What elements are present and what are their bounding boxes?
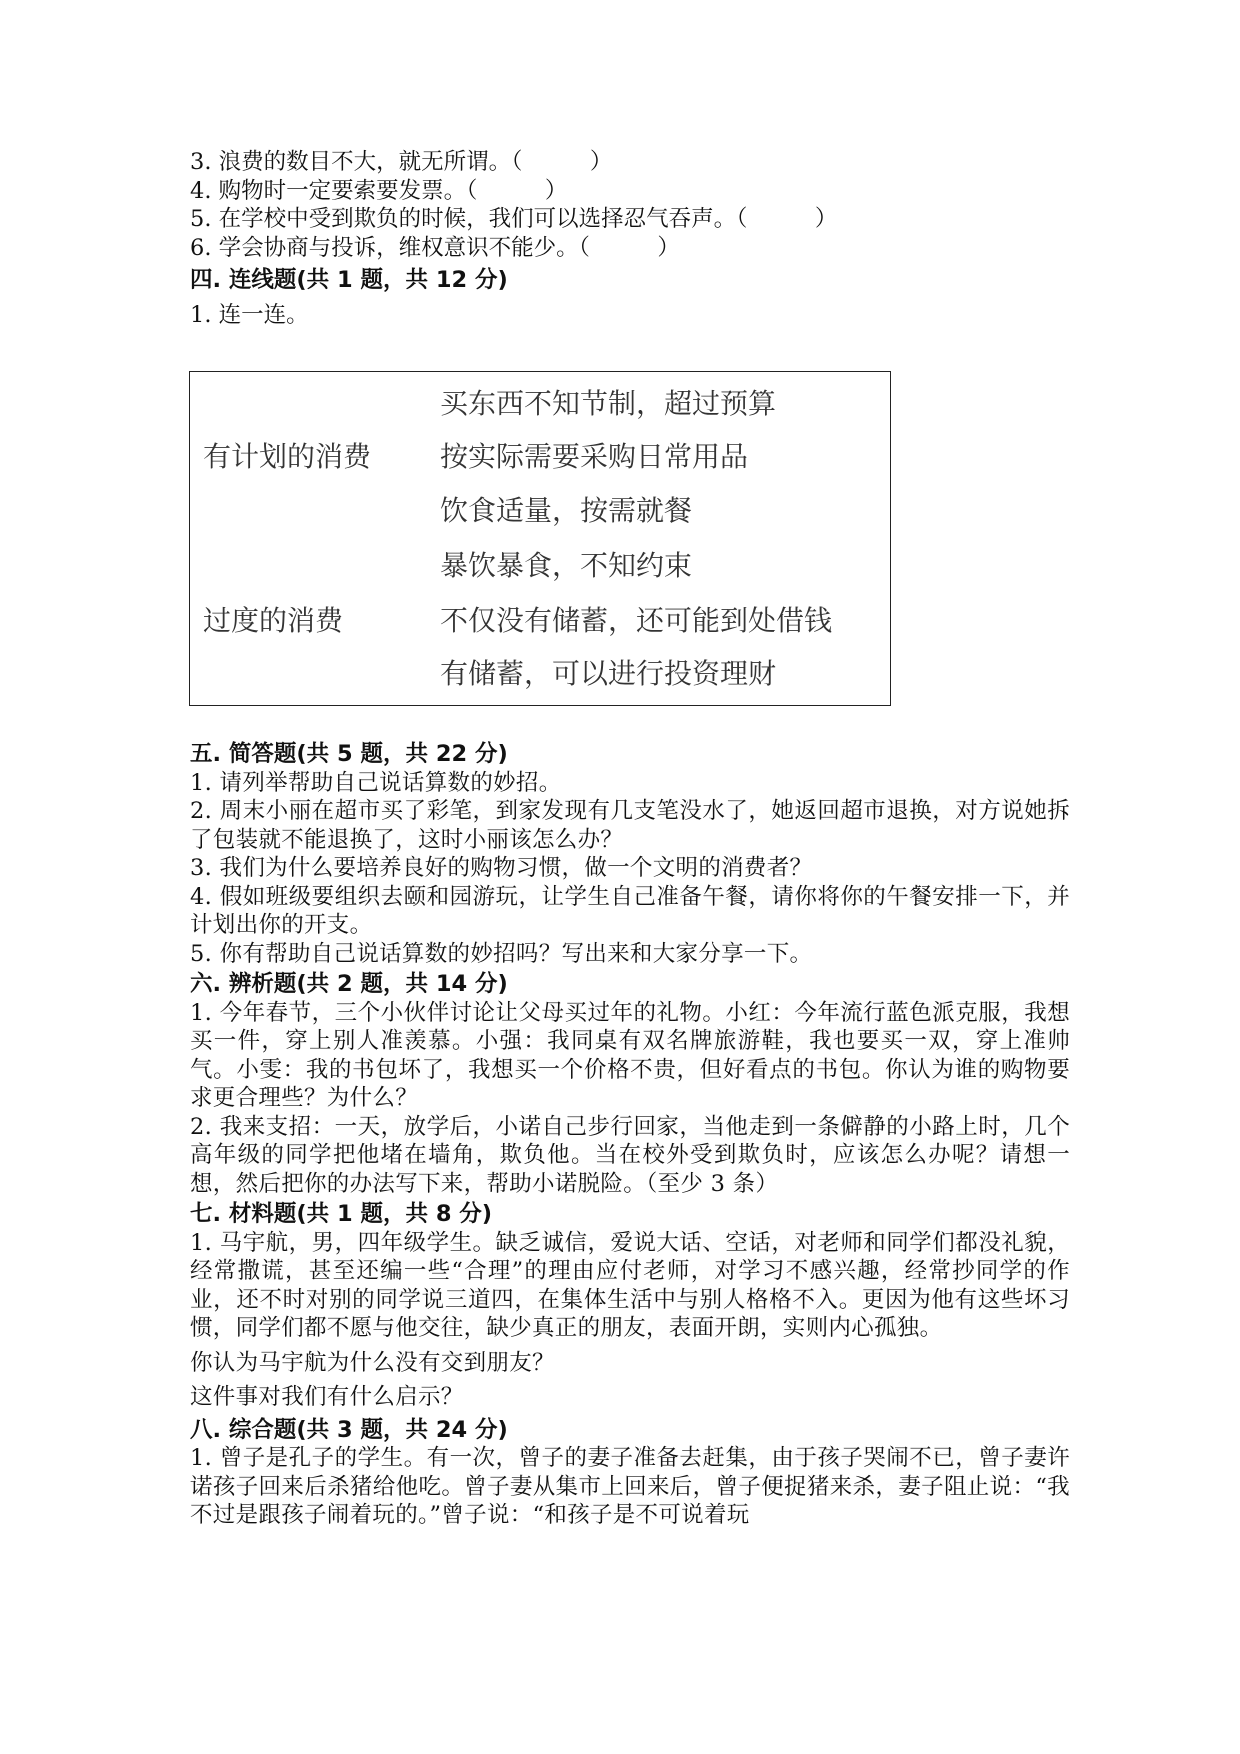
analysis-question-2: 2. 我来支招：一天，放学后，小诺自己步行回家，当他走到一条僻静的小路上时，几个高年级的同学把他堵在墙角，欺负他。当在校外受到欺负时，应该怎么办呢？请想一想，然后把你的办法写下来，帮助小诺脱险。（至少 3 条）	[190, 1113, 1070, 1197]
match-right-item-4: 暴饮暴食，不知约束	[440, 549, 693, 582]
document-page	[190, 148, 1070, 329]
document-page-lower	[190, 740, 1070, 1530]
section-7-heading: 七. 材料题(共 1 题，共 8 分)	[190, 1201, 493, 1227]
matching-table	[189, 371, 891, 706]
short-answer-2: 2. 周末小丽在超市买了彩笔，到家发现有几支笔没水了，她返回超市退换，对方说她拆了包装就不能退换了，这时小丽该怎么办？	[190, 798, 1070, 853]
section-8-heading: 八. 综合题(共 3 题，共 24 分)	[190, 1416, 508, 1443]
material-question-1: 你认为马宇航为什么没有交到朋友？	[190, 1349, 555, 1376]
short-answer-3: 3. 我们为什么要培养良好的购物习惯，做一个文明的消费者？	[190, 855, 813, 881]
match-right-item-2: 按实际需要采购日常用品	[440, 440, 749, 473]
true-false-item-3: 3. 浪费的数目不大，就无所谓。（ ）	[190, 149, 613, 175]
match-right-item-3: 饮食适量，按需就餐	[440, 494, 693, 527]
section-6-heading: 六. 辨析题(共 2 题，共 14 分)	[190, 971, 508, 997]
section-5-heading: 五. 简答题(共 5 题，共 22 分)	[190, 741, 508, 767]
true-false-item-6: 6. 学会协商与投诉，维权意识不能少。（ ）	[190, 234, 680, 261]
analysis-question-1: 1. 今年春节，三个小伙伴讨论让父母买过年的礼物。小红：今年流行蓝色派克服，我想买一件，穿上别人准羡慕。小强：我同桌有双名牌旅游鞋，我也要买一双，穿上准帅气。小雯：我的书包坏了，我想买一个价格不贵，但好看点的书包。你认为谁的购物要求更合理些？为什么？	[190, 999, 1070, 1111]
short-answer-4: 4. 假如班级要组织去颐和园游玩，让学生自己准备午餐，请你将你的午餐安排一下，并计划出你的开支。	[190, 883, 1070, 938]
section-4-heading: 四. 连线题(共 1 题，共 12 分)	[190, 267, 508, 293]
match-right-item-5: 不仅没有储蓄，还可能到处借钱	[440, 604, 833, 637]
short-answer-5: 5. 你有帮助自己说话算数的妙招吗？写出来和大家分享一下。	[190, 940, 813, 967]
section-4-question: 1. 连一连。	[190, 301, 309, 328]
true-false-item-4: 4. 购物时一定要索要发票。（ ）	[190, 177, 568, 204]
match-left-item-1: 有计划的消费	[203, 440, 372, 473]
true-false-item-5: 5. 在学校中受到欺负的时候，我们可以选择忍气吞声。（ ）	[190, 206, 838, 232]
match-right-item-6: 有储蓄，可以进行投资理财	[440, 657, 777, 690]
match-right-item-1: 买东西不知节制，超过预算	[440, 387, 777, 420]
material-question-2: 这件事对我们有什么启示？	[190, 1384, 464, 1410]
short-answer-1: 1. 请列举帮助自己说话算数的妙招。	[190, 769, 562, 796]
match-left-item-2: 过度的消费	[203, 604, 344, 637]
comprehensive-question-1: 1. 曾子是孔子的学生。有一次，曾子的妻子准备去赶集，由于孩子哭闹不已，曾子妻许诺孩子回来后杀猪给他吃。曾子妻从集市上回来后，曾子便捉猪来杀，妻子阻止说：“我不过是跟孩子闹着玩的。”曾子说：“和孩子是不可说着玩	[190, 1445, 1070, 1528]
material-text: 1. 马宇航，男，四年级学生。缺乏诚信，爱说大话、空话，对老师和同学们都没礼貌，经常撒谎，甚至还编一些“合理”的理由应付老师，对学习不感兴趣，经常抄同学的作业，还不时对别的同学说三道四，在集体生活中与别人格格不入。更因为他有这些坏习惯，同学们都不愿与他交往，缺少真正的朋友，表面开朗，实则内心孤独。	[190, 1229, 1070, 1341]
